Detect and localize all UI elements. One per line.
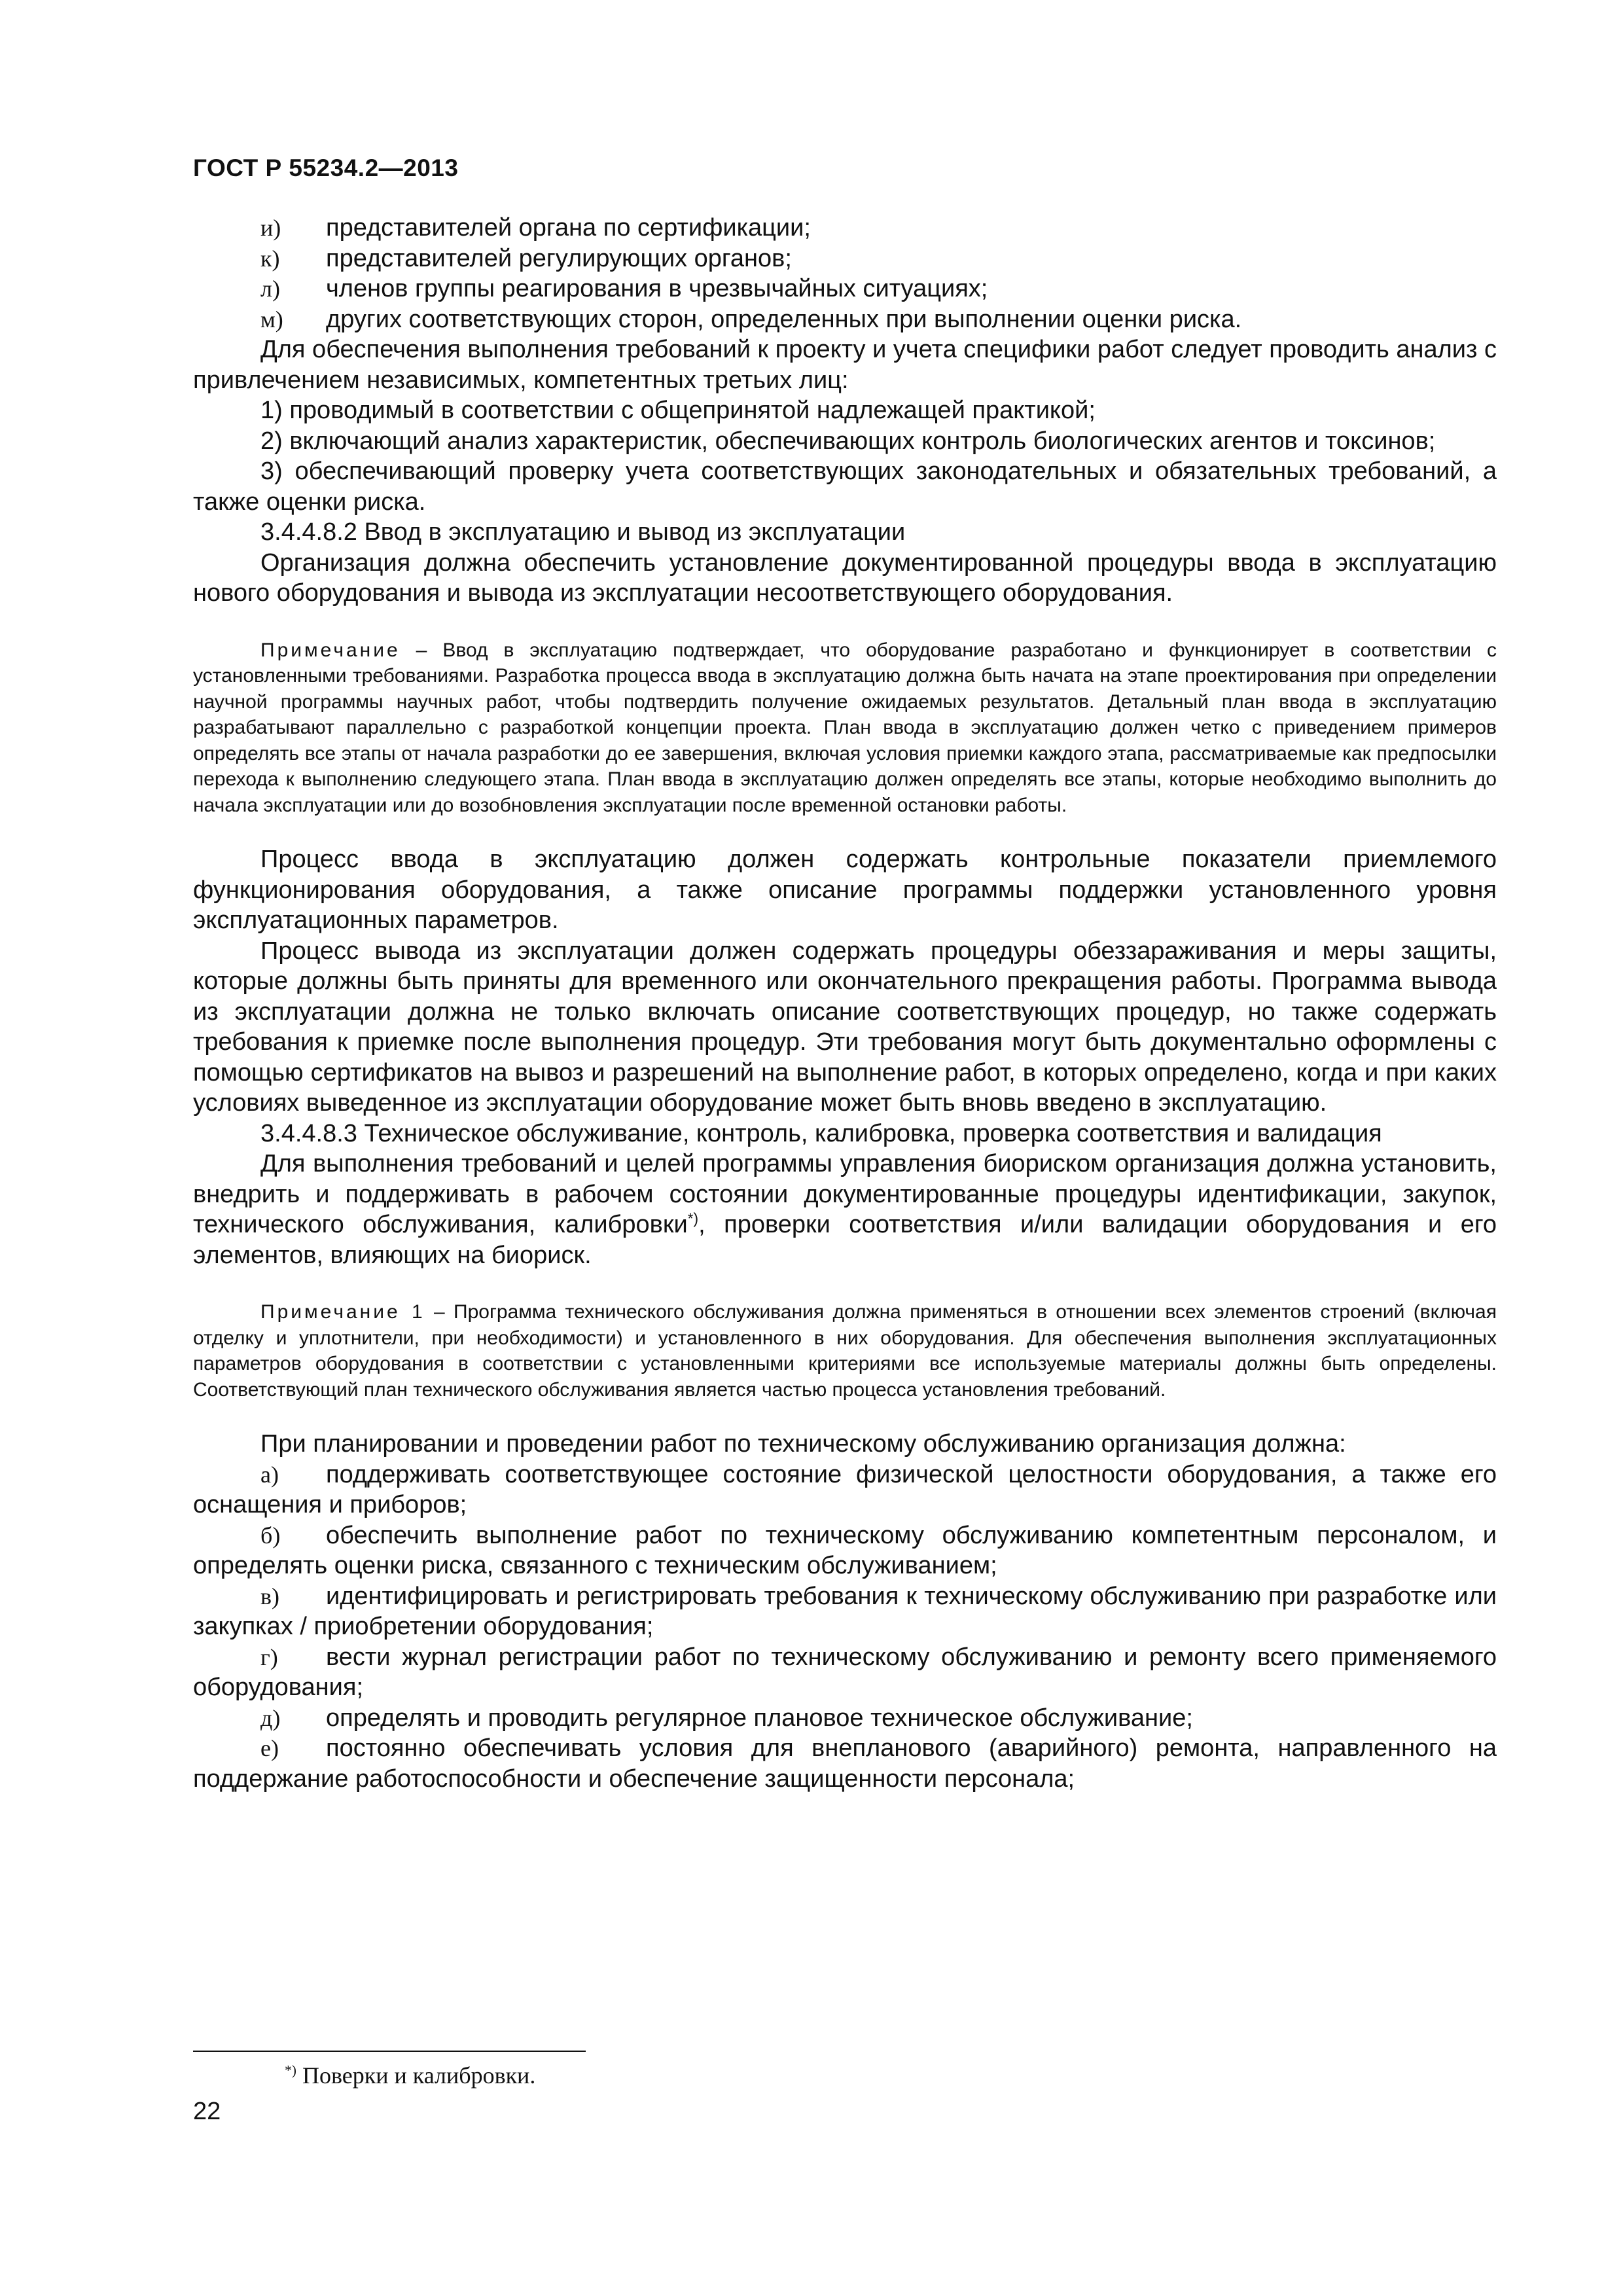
section-text-part: Для выполнения требований и целей программы управления биориском организация должна установить, внедрить и поддерживать в рабочем состоянии документированные процедуры идентификации, закупок, технического обслуживания, калибровки bbox=[193, 1150, 1497, 1238]
list-text: вести журнал регистрации работ по техническому обслуживанию и ремонту всего применяемого оборудования; bbox=[193, 1643, 1497, 1701]
list-item bbox=[193, 1581, 1497, 1642]
list-text: поддерживать соответствующее состояние физической целостности оборудования, а также его оснащения и приборов; bbox=[193, 1460, 1497, 1518]
list-item bbox=[193, 1703, 1497, 1734]
list-text: определять и проводить регулярное плановое техническое обслуживание; bbox=[326, 1704, 1193, 1732]
list-item bbox=[193, 1642, 1497, 1703]
section-heading-3-4-4-8-2: 3.4.4.8.2 Ввод в эксплуатацию и вывод из эксплуатации bbox=[260, 518, 906, 546]
footnote bbox=[285, 2062, 535, 2089]
list-text: идентифицировать и регистрировать требования к техническому обслуживанию при разработке или закупках / приобретении оборудования; bbox=[193, 1582, 1497, 1640]
list-marker: б) bbox=[260, 1522, 281, 1549]
list-item bbox=[260, 243, 1497, 274]
list-item bbox=[193, 1460, 1497, 1520]
list-item bbox=[260, 274, 1497, 304]
list-item bbox=[193, 1520, 1497, 1581]
list-marker: г) bbox=[260, 1643, 278, 1670]
list-marker: л) bbox=[260, 276, 280, 302]
list-marker: е) bbox=[260, 1735, 279, 1761]
list-marker: в) bbox=[260, 1583, 279, 1609]
numbered-item: 1) проводимый в соответствии с общепринятой надлежащей практикой; bbox=[260, 397, 1096, 424]
list-text: членов группы реагирования в чрезвычайных ситуациях; bbox=[326, 275, 988, 302]
paragraph-planning: При планировании и проведении работ по техническому обслуживанию организация должна: bbox=[260, 1430, 1346, 1458]
paragraph-commissioning: Процесс ввода в эксплуатацию должен содержать контрольные показатели приемлемого функционирования оборудования, а также описание программы поддержки установленного уровня эксплуатационных параметров. bbox=[193, 846, 1497, 934]
footnote-separator bbox=[193, 2051, 586, 2052]
section-text-3-4-4-8-3 bbox=[193, 1149, 1497, 1270]
footnote-reference: *) bbox=[687, 1210, 699, 1227]
footnote-mark: *) bbox=[285, 2062, 296, 2078]
numbered-item: 3) обеспечивающий проверку учета соответствующих законодательных и обязательных требований, а также оценки риска. bbox=[193, 457, 1497, 516]
main-text bbox=[193, 213, 1497, 1794]
paragraph-decommissioning: Процесс вывода из эксплуатации должен содержать процедуры обеззараживания и меры защиты, которые должны быть приняты для временного или окончательного прекращения работы. Программа вывода из эксплуатации должна не только включать описание соответствующих процедур, но также содержать требования к приемке после выполнения процедур. Эти требования могут быть документально оформлены с помощью сертификатов на вывоз и разрешений на выполнение работ, в которых определено, когда и при каких условиях выведенное из эксплуатации оборудование может быть вновь введено в эксплуатацию. bbox=[193, 937, 1497, 1117]
list-text: других соответствующих сторон, определенных при выполнении оценки риска. bbox=[326, 305, 1242, 333]
list-item bbox=[260, 213, 1497, 243]
section-heading-3-4-4-8-3: 3.4.4.8.3 Техническое обслуживание, контроль, калибровка, проверка соответствия и валидация bbox=[260, 1119, 1382, 1147]
list-item bbox=[260, 304, 1497, 335]
list-marker: м) bbox=[260, 306, 283, 332]
note-text: – Программа технического обслуживания должна применяться в отношении всех элементов строений (включая отделку и уплотнители, при необходимости) и установленного в них оборудования. Для обеспечения выполнения эксплуатационных параметров оборудования в соответствии с установленными критериями все используемые материалы должны быть определены. Соответствующий план технического обслуживания является частью процесса установления требований. bbox=[193, 1301, 1497, 1401]
section-text-3-4-4-8-2: Организация должна обеспечить установление документированной процедуры ввода в эксплуатацию нового оборудования и вывода из эксплуатации несоответствующего оборудования. bbox=[193, 548, 1497, 607]
list-marker: д) bbox=[260, 1704, 281, 1731]
note-maintenance bbox=[193, 1299, 1497, 1403]
list-item bbox=[193, 1733, 1497, 1794]
list-text: представителей органа по сертификации; bbox=[326, 214, 811, 242]
section-text-part: , проверки соответствия и/или валидации оборудования и его элементов, влияющих на биориск. bbox=[193, 1211, 1497, 1269]
note-label: Примечание bbox=[260, 639, 401, 661]
list-marker: к) bbox=[260, 245, 280, 272]
list-marker: а) bbox=[260, 1461, 279, 1488]
page-number: 22 bbox=[193, 2098, 221, 2125]
list-text: представителей регулирующих органов; bbox=[326, 244, 792, 272]
list-text: обеспечить выполнение работ по техническому обслуживанию компетентным персоналом, и определять оценки риска, связанного с техническим обслуживанием; bbox=[193, 1521, 1497, 1579]
list-text: постоянно обеспечивать условия для внепланового (аварийного) ремонта, направленного на поддержание работоспособности и обеспечение защищенности персонала; bbox=[193, 1734, 1497, 1793]
paragraph-analysis: Для обеспечения выполнения требований к проекту и учета специфики работ следует проводить анализ с привлечением независимых, компетентных третьих лиц: bbox=[193, 336, 1497, 394]
list-marker: и) bbox=[260, 215, 281, 241]
note-commissioning bbox=[193, 637, 1497, 819]
footnote-text: Поверки и калибровки. bbox=[296, 2062, 536, 2089]
standard-header: ГОСТ Р 55234.2—2013 bbox=[193, 154, 459, 181]
note-label: Примечание 1 bbox=[260, 1301, 425, 1323]
note-text: – Ввод в эксплуатацию подтверждает, что оборудование разработано и функционирует в соответствии с установленными требованиями. Разработка процесса ввода в эксплуатацию должна быть начата на этапе проектирования при определении научной программы научных работ, чтобы подтвердить получение ожидаемых результатов. Детальный план ввода в эксплуатацию разрабатывают параллельно с разработкой концепции проекта. План ввода в эксплуатацию должен четко с приведением примеров определять все этапы от начала разработки до ее завершения, включая условия приемки каждого этапа, рассматриваемые как предпосылки перехода к выполнению следующего этапа. План ввода в эксплуатацию должен определять все этапы, которые необходимо выполнить до начала эксплуатации или до возобновления эксплуатации после временной остановки работы. bbox=[193, 639, 1497, 816]
document-page bbox=[193, 0, 1497, 2296]
numbered-item: 2) включающий анализ характеристик, обеспечивающих контроль биологических агентов и токсинов; bbox=[260, 427, 1436, 455]
